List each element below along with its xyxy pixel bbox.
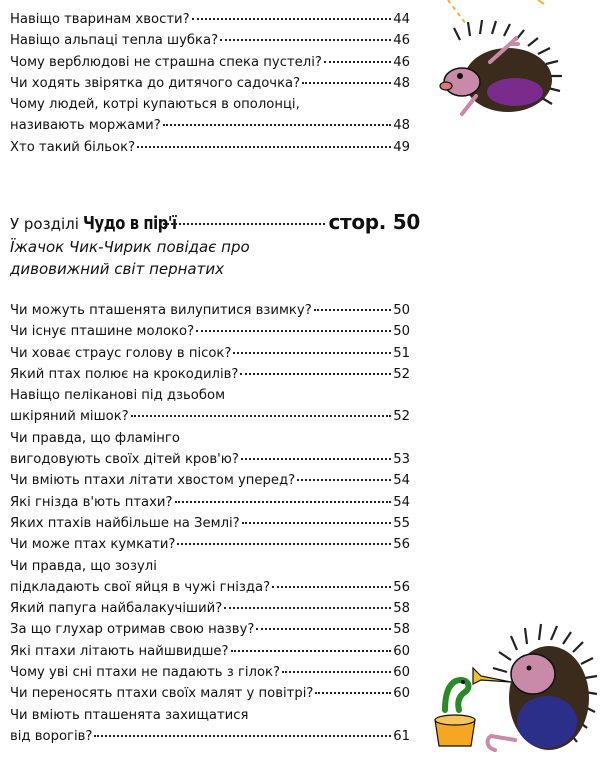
toc-page-number: 60 [393, 643, 410, 659]
toc-entry-row [10, 137, 410, 158]
leader-dots [177, 543, 391, 545]
toc-entry-row [10, 492, 410, 513]
leader-dots [324, 61, 391, 63]
toc-page-number: 50 [393, 303, 410, 318]
toc-entry[interactable] [10, 470, 410, 491]
toc-entry-row [10, 73, 410, 94]
toc-entry[interactable] [10, 683, 410, 704]
toc-page-number: 48 [393, 75, 410, 91]
leader-dots [159, 223, 325, 225]
toc-page-number: 52 [393, 409, 410, 425]
toc-entry[interactable] [10, 598, 410, 619]
toc-entry-title-line: Чи правда, що фламінго [10, 430, 180, 446]
toc-list-birds [10, 300, 410, 747]
toc-entry-title: Чи ходять звірятка до дитячого садочка? [10, 75, 301, 91]
leader-dots [302, 82, 391, 84]
toc-page-number: 55 [393, 515, 410, 531]
hedgehog-illustration [420, 0, 600, 140]
section-title: Чудо в пір'ї [82, 213, 177, 234]
toc-page-number: 61 [393, 728, 410, 744]
toc-page-number: 54 [393, 494, 410, 510]
leader-dots [297, 479, 391, 481]
toc-entry[interactable] [10, 641, 410, 662]
leader-dots [314, 309, 392, 311]
toc-entry-row [10, 9, 410, 30]
toc-page-number: 56 [393, 579, 410, 595]
toc-entry-row [10, 115, 410, 136]
toc-entry-row [10, 52, 410, 73]
section-page-label: стор. 50 [328, 210, 420, 234]
leader-dots [241, 458, 391, 460]
toc-entry-title-line: Чи вміють пташенята захищатися [10, 707, 249, 723]
toc-page-number: 54 [393, 473, 410, 489]
toc-entry-title: Які гнізда в'ють птахи? [10, 494, 173, 510]
toc-entry-title: Чому уві сні птахи не падають з гілок? [10, 665, 281, 681]
toc-page-number: 44 [393, 12, 410, 27]
toc-entry[interactable] [10, 513, 410, 534]
toc-entry-row [10, 641, 410, 662]
section-heading [10, 210, 420, 280]
toc-page-number: 58 [393, 622, 410, 638]
toc-entry-row [10, 321, 410, 342]
leader-dots [231, 650, 392, 652]
toc-entry-title: підкладають свої яйця в чужі гнізда? [10, 579, 271, 595]
section-subtitle-line: дивовижний світ пернатих [10, 260, 224, 278]
toc-entry-row [10, 534, 410, 555]
toc-entry-row [10, 343, 410, 364]
toc-entry-row [10, 406, 410, 427]
toc-page-number: 51 [393, 345, 410, 361]
toc-entry[interactable] [10, 9, 410, 30]
toc-page-number: 60 [393, 686, 410, 702]
toc-entry[interactable] [10, 662, 410, 683]
toc-entry-title: За що глухар отримав свою назву? [10, 622, 255, 638]
toc-entry-row [10, 662, 410, 683]
toc-page-number: 49 [393, 139, 410, 155]
toc-entry-title-line: Чому людей, котрі купаються в ополонці, [10, 97, 300, 113]
toc-entry[interactable] [10, 94, 410, 137]
toc-page-number: 48 [393, 118, 410, 134]
toc-entry-title: вигодовують своїх дітей кров'ю? [10, 452, 239, 468]
toc-entry[interactable] [10, 300, 410, 321]
leader-dots [256, 628, 391, 630]
leader-dots [94, 735, 391, 737]
toc-entry-row [10, 726, 410, 747]
leader-dots [272, 586, 391, 588]
section-prefix: У розділі [10, 215, 79, 233]
toc-entry-row [10, 683, 410, 704]
toc-page-number: 52 [393, 366, 410, 382]
toc-entry-title: від ворогів? [10, 728, 93, 744]
toc-entry-row [10, 449, 410, 470]
toc-entry[interactable] [10, 137, 410, 158]
leader-dots [175, 501, 392, 503]
toc-list-animals [10, 9, 410, 158]
leader-dots [282, 671, 391, 673]
toc-entry-title: Навіщо альпаці тепла шубка? [10, 33, 219, 49]
leader-dots [131, 415, 392, 417]
toc-entry[interactable] [10, 343, 410, 364]
toc-entry[interactable] [10, 52, 410, 73]
toc-entry-title: шкіряний мішок? [10, 409, 129, 425]
section-subtitle-line: Їжачок Чик-Чирик повідає про [10, 238, 250, 256]
toc-entry-title: Навіщо тваринам хвости? [10, 12, 190, 27]
leader-dots [240, 373, 391, 375]
toc-entry-title: Чи може птах кумкати? [10, 537, 176, 553]
toc-entry[interactable] [10, 705, 410, 748]
leader-dots [242, 522, 392, 524]
toc-entry-title: називають моржами? [10, 118, 161, 134]
toc-page-number: 58 [393, 601, 410, 617]
toc-entry[interactable] [10, 30, 410, 51]
toc-entry[interactable] [10, 619, 410, 640]
leader-dots [192, 18, 392, 20]
section-title-line [10, 210, 420, 234]
toc-entry-row [10, 364, 410, 385]
toc-page-number: 46 [393, 33, 410, 49]
toc-page-number: 56 [393, 537, 410, 553]
toc-entry-row [10, 513, 410, 534]
toc-entry[interactable] [10, 321, 410, 342]
toc-page-number: 60 [393, 665, 410, 681]
toc-page-number: 53 [393, 452, 410, 468]
toc-entry-title: Який папуга найбалакучіший? [10, 601, 223, 617]
toc-entry[interactable] [10, 556, 410, 599]
section-subtitle [10, 236, 420, 280]
toc-entry[interactable] [10, 428, 410, 471]
toc-entry-title: Чи можуть пташенята вилупитися взимку? [10, 303, 312, 318]
leader-dots [224, 607, 391, 609]
toc-entry-row [10, 470, 410, 491]
toc-page-number: 46 [393, 54, 410, 70]
toc-entry-row [10, 619, 410, 640]
toc-entry[interactable] [10, 385, 410, 428]
toc-entry-title-line: Чи правда, що зозулі [10, 558, 157, 574]
toc-entry[interactable] [10, 534, 410, 555]
toc-entry-title-line: Навіщо пеліканові під дзьобом [10, 388, 226, 404]
toc-entry-title: Чи переносять птахи своїх малят у повітрі? [10, 686, 314, 702]
toc-entry[interactable] [10, 73, 410, 94]
leader-dots [315, 692, 391, 694]
toc-entry-title: Які птахи літають найшвидше? [10, 643, 229, 659]
toc-page-number: 50 [393, 324, 410, 340]
leader-dots [163, 124, 391, 126]
hedgehog-snake-charmer-illustration [425, 610, 600, 762]
toc-entry-row [10, 577, 410, 598]
leader-dots [137, 146, 391, 148]
leader-dots [233, 352, 391, 354]
toc-entry-title: Хто такий більок? [10, 139, 136, 155]
toc-entry-title: Чи існує пташине молоко? [10, 324, 195, 340]
toc-entry-row [10, 598, 410, 619]
toc-entry-row [10, 30, 410, 51]
leader-dots [196, 330, 391, 332]
toc-entry-title: Чи ховає страус голову в пісок? [10, 345, 232, 361]
toc-entry-title: Чому верблюдові не страшна спека пустелі? [10, 54, 322, 70]
toc-entry-row [10, 300, 410, 321]
leader-dots [220, 39, 391, 41]
toc-entry[interactable] [10, 364, 410, 385]
toc-entry-title: Чи вміють птахи літати хвостом уперед? [10, 473, 296, 489]
toc-entry-title: Яких птахів найбільше на Землі? [10, 515, 240, 531]
toc-entry-title: Який птах полює на крокодилів? [10, 366, 239, 382]
toc-entry[interactable] [10, 492, 410, 513]
